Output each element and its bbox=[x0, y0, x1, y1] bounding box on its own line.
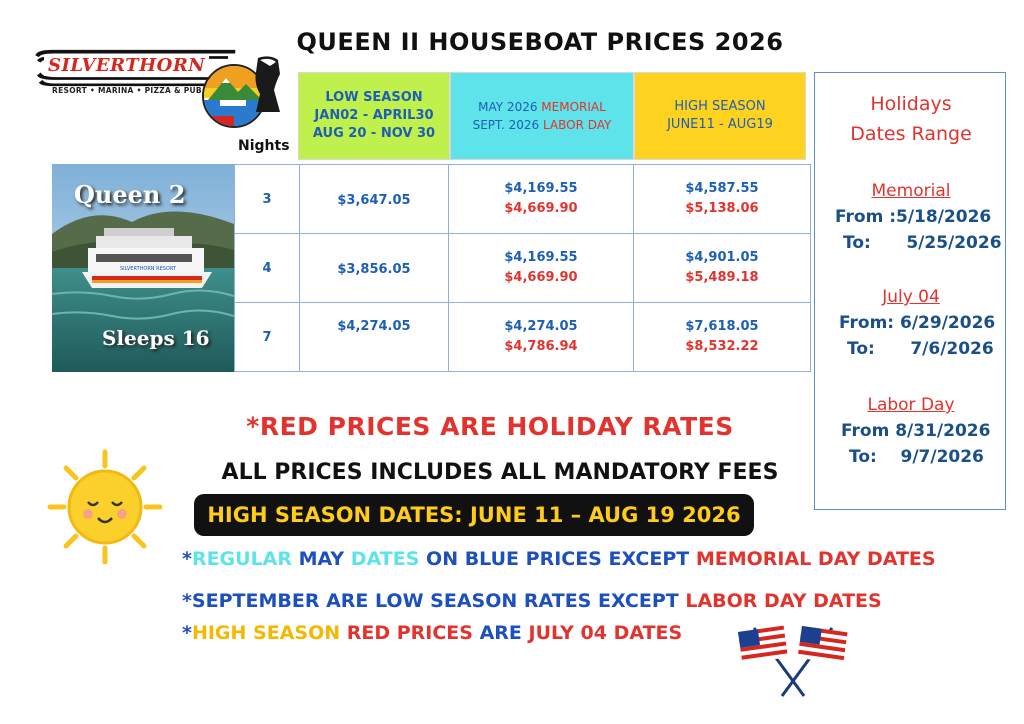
may-price: $4,169.55 bbox=[504, 250, 578, 265]
table-row bbox=[235, 303, 811, 372]
table-row bbox=[235, 165, 811, 234]
low-season-header bbox=[298, 72, 450, 160]
high-price: $4,587.55 bbox=[685, 181, 759, 196]
usa-flags-icon bbox=[734, 620, 852, 698]
high-price-cell bbox=[634, 234, 811, 303]
high-holiday-price: $8,532.22 bbox=[685, 339, 759, 354]
logo-name: SILVERTHORN bbox=[44, 55, 209, 76]
holiday-july4-name: July 04 bbox=[882, 287, 940, 307]
boat-photo bbox=[52, 164, 234, 372]
may-holiday-price: $4,786.94 bbox=[504, 339, 578, 354]
red-prices-note: *RED PRICES ARE HOLIDAY RATES bbox=[246, 412, 734, 441]
may-holiday-price: $4,669.90 bbox=[504, 270, 578, 285]
high-season-label: HIGH SEASON bbox=[674, 99, 766, 114]
high-holiday-price: $5,138.06 bbox=[685, 201, 759, 216]
holidays-panel bbox=[814, 72, 1006, 510]
price-table bbox=[234, 164, 811, 372]
nights-header: Nights bbox=[238, 138, 290, 154]
low-season-range-1: JAN02 - APRIL30 bbox=[314, 108, 434, 123]
holiday-laborday-from: From 8/31/2026 bbox=[841, 421, 991, 441]
holiday-memorial-to: To: 5/25/2026 bbox=[843, 233, 1002, 253]
high-price: $7,618.05 bbox=[685, 319, 759, 334]
high-price-cell bbox=[634, 303, 811, 372]
nights-cell: 4 bbox=[235, 234, 300, 303]
low-season-range-2: AUG 20 - NOV 30 bbox=[312, 126, 436, 141]
may-price-cell bbox=[449, 165, 634, 234]
mandatory-fees-note: ALL PRICES INCLUDES ALL MANDATORY FEES bbox=[221, 460, 779, 485]
note-september: *SEPTEMBER ARE LOW SEASON RATES EXCEPT LABOR DAY DATES bbox=[182, 590, 882, 612]
may-price-cell bbox=[449, 234, 634, 303]
holiday-laborday-to: To: 9/7/2026 bbox=[849, 447, 984, 467]
holiday-july4-from: From: 6/29/2026 bbox=[839, 313, 996, 333]
may-price: $4,274.05 bbox=[504, 319, 578, 334]
logo-tagline: RESORT • MARINA • PIZZA & PUB bbox=[52, 86, 202, 95]
silverthorn-logo bbox=[22, 42, 292, 152]
holiday-memorial-from: From :5/18/2026 bbox=[835, 207, 992, 227]
sleeps-label: Sleeps 16 bbox=[102, 326, 210, 350]
may-label: MAY 2026 bbox=[478, 100, 542, 114]
may-sept-header bbox=[450, 72, 634, 160]
low-price-cell bbox=[300, 303, 449, 372]
holidays-title bbox=[815, 89, 1007, 149]
nights-cell: 3 bbox=[235, 165, 300, 234]
sept-label: SEPT. 2026 bbox=[472, 118, 543, 132]
nights-cell: 7 bbox=[235, 303, 300, 372]
may-holiday-price: $4,669.90 bbox=[504, 201, 578, 216]
sun-icon bbox=[44, 446, 166, 568]
high-season-header bbox=[634, 72, 806, 160]
low-price: $3,647.05 bbox=[337, 193, 411, 208]
holidays-title-line2: Dates Range bbox=[850, 123, 972, 145]
note-high-season: *HIGH SEASON RED PRICES ARE JULY 04 DATES bbox=[182, 622, 683, 644]
holiday-laborday-name: Labor Day bbox=[867, 395, 955, 415]
high-holiday-price: $5,489.18 bbox=[685, 270, 759, 285]
low-price: $4,274.05 bbox=[337, 319, 411, 334]
chief-head-icon bbox=[250, 54, 284, 114]
low-price: $3,856.05 bbox=[337, 262, 411, 277]
low-season-label: LOW SEASON bbox=[325, 90, 423, 105]
may-price-cell bbox=[449, 303, 634, 372]
low-price-cell bbox=[300, 234, 449, 303]
low-price-cell bbox=[300, 165, 449, 234]
holiday-july4-to: To: 7/6/2026 bbox=[847, 339, 994, 359]
holiday-memorial-name: Memorial bbox=[871, 181, 951, 201]
high-price-cell bbox=[634, 165, 811, 234]
high-season-range: JUNE11 - AUG19 bbox=[667, 117, 773, 132]
svg-text:SILVERTHORN RESORT: SILVERTHORN RESORT bbox=[120, 266, 177, 272]
may-price: $4,169.55 bbox=[504, 181, 578, 196]
labor-day-label: LABOR DAY bbox=[542, 118, 612, 132]
page-title: QUEEN II HOUSEBOAT PRICES 2026 bbox=[296, 28, 784, 56]
boat-name: Queen 2 bbox=[74, 180, 186, 209]
table-row bbox=[235, 234, 811, 303]
high-season-dates-banner: HIGH SEASON DATES: JUNE 11 – AUG 19 2026 bbox=[194, 494, 754, 536]
high-price: $4,901.05 bbox=[685, 250, 759, 265]
memorial-label: MEMORIAL bbox=[541, 100, 606, 114]
note-may-dates: *REGULAR MAY DATES ON BLUE PRICES EXCEPT MEMORIAL DAY DATES bbox=[182, 548, 936, 570]
holidays-title-line1: Holidays bbox=[870, 93, 952, 115]
